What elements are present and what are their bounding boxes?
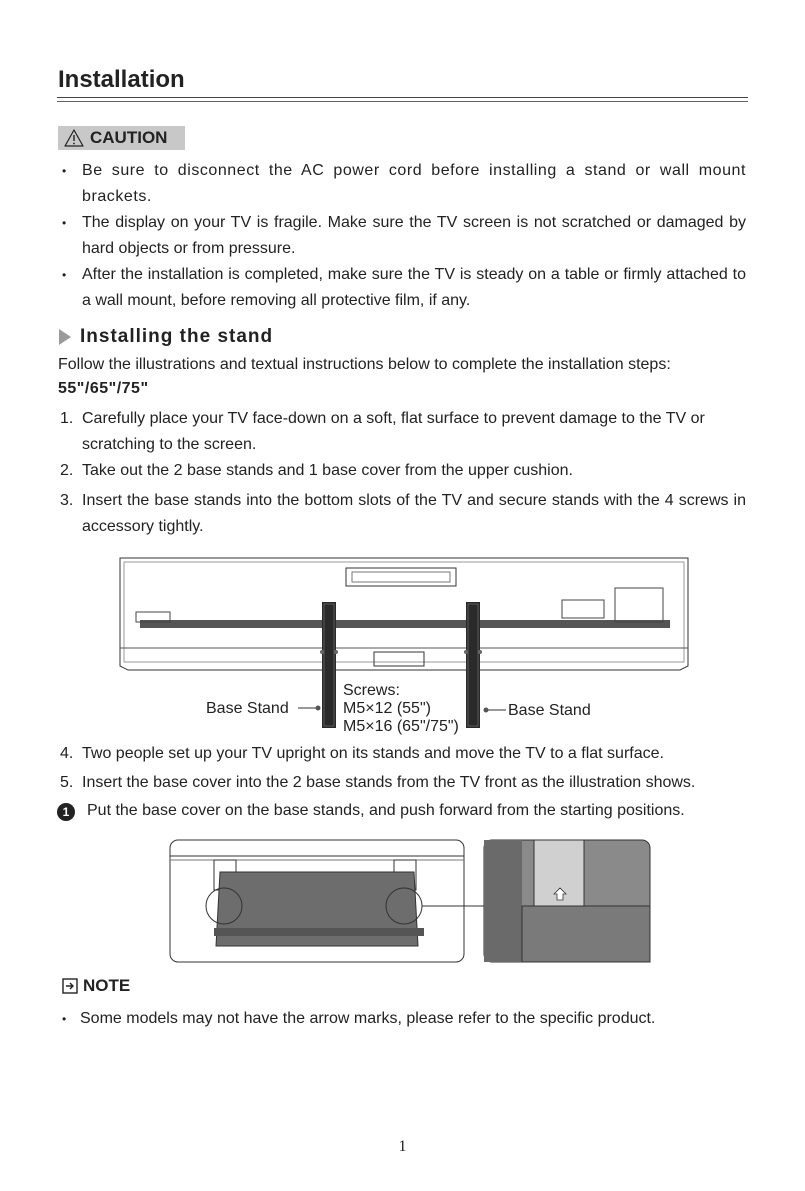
bullet-icon: • [62,1012,67,1026]
tv-back-outline [120,558,688,670]
detail-view-panel [484,840,650,962]
note-heading [62,976,130,996]
step-number: 1. [60,410,74,427]
right-base-stand [464,602,482,728]
tv-vent-strip [140,620,670,628]
step-number: 5. [60,774,74,791]
bullet-icon: • [62,268,67,282]
tv-center-block [374,652,424,666]
step-number: 2. [60,462,74,479]
screws-title: Screws: [343,682,400,699]
screw-spec-65-75: M5×16 (65"/75") [343,718,459,735]
step-number: 4. [60,745,74,762]
sub-step-marker-icon: 1 [57,803,75,821]
page-number: 1 [398,1138,407,1155]
step-text: Insert the base stands into the bottom slots of the TV and secure stands with the 4 screws in accessory tightly. [82,492,746,535]
step-number: 3. [60,492,74,509]
caution-item: The display on your TV is fragile. Make sure the TV screen is not scratched or damaged by hard objects or from pressure. [82,214,746,257]
step-text: Insert the base cover into the 2 base stands from the TV front as the illustration shows. [82,774,696,791]
left-base-stand [320,602,338,728]
step-text: Carefully place your TV face-down on a soft, flat surface to prevent damage to the TV or scratching to the screen. [82,410,705,453]
model-sizes: 55"/65"/75" [58,380,149,397]
base-cover-diagram [168,836,654,966]
title-rule-secondary [57,101,748,102]
sub-step-text: Put the base cover on the base stands, and push forward from the starting positions. [87,802,685,819]
page-title: Installation [58,66,185,93]
section-heading-text: Installing the stand [80,326,274,347]
caution-label-box [58,126,185,150]
caution-label: CAUTION [90,128,168,147]
note-item: Some models may not have the arrow marks, please refer to the specific product. [80,1010,656,1027]
intro-text: Follow the illustrations and textual instructions below to complete the installation steps: [58,356,671,373]
front-view-panel [170,840,486,962]
note-icon [62,978,78,994]
screw-spec-55: M5×12 (55") [343,700,431,717]
step-text: Two people set up your TV upright on its stands and move the TV to a flat surface. [82,745,664,762]
bullet-icon: • [62,164,67,178]
tv-handle-slot [346,568,456,586]
title-rule [57,97,748,98]
screws-label [343,682,459,736]
caution-item: Be sure to disconnect the AC power cord before installing a stand or wall mount brackets. [82,162,746,205]
caution-item: After the installation is completed, make sure the TV is steady on a table or firmly attached to a wall mount, before removing all protective film, if any. [82,266,746,309]
bullet-icon: • [62,216,67,230]
left-stand-label: Base Stand [206,700,289,717]
warning-icon [64,129,84,147]
section-heading [58,326,273,348]
right-stand-label: Base Stand [508,702,591,719]
triangle-bullet-icon [58,328,72,346]
note-label: NOTE [83,976,131,995]
step-text: Take out the 2 base stands and 1 base cover from the upper cushion. [82,462,573,479]
tv-io-panel [562,600,604,618]
